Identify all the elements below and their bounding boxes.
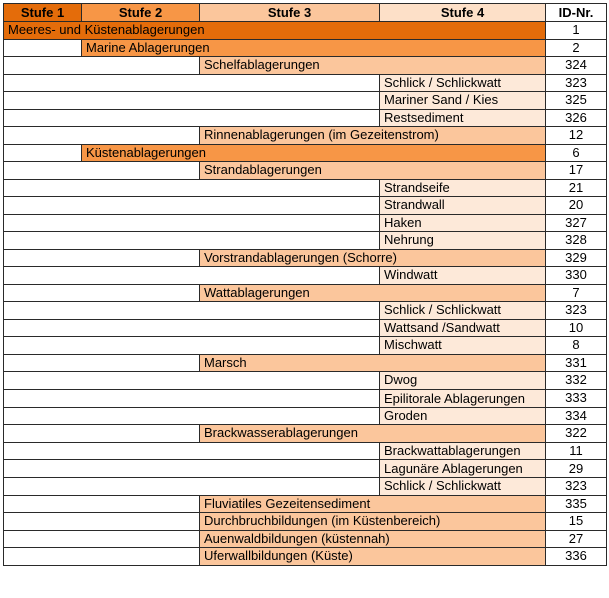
indent-cell [4,232,380,250]
category-label-level-4: Dwog [380,372,546,390]
id-number: 2 [546,39,607,57]
indent-cell [4,548,200,566]
table-row [4,407,607,425]
category-label-level-4: Brackwattablagerungen [380,442,546,460]
table-row [4,214,607,232]
id-number: 29 [546,460,607,478]
indent-cell [4,407,380,425]
table-row [4,232,607,250]
header-stufe-2: Stufe 2 [82,4,200,22]
category-label-level-4: Windwatt [380,267,546,285]
category-label-level-3: Brackwasserablagerungen [200,425,546,443]
category-label-level-3: Uferwallbildungen (Küste) [200,548,546,566]
category-label-level-3: Durchbruchbildungen (im Küstenbereich) [200,513,546,531]
indent-cell [4,354,200,372]
table-row [4,389,607,407]
category-label-level-4: Schlick / Schlickwatt [380,74,546,92]
indent-cell [4,284,200,302]
category-label-level-4: Mischwatt [380,337,546,355]
header-stufe-4: Stufe 4 [380,4,546,22]
id-number: 324 [546,57,607,75]
header-stufe-1: Stufe 1 [4,4,82,22]
table-row [4,127,607,145]
id-number: 329 [546,249,607,267]
category-label-level-3: Rinnenablagerungen (im Gezeitenstrom) [200,127,546,145]
category-label-level-3: Vorstrandablagerungen (Schorre) [200,249,546,267]
indent-cell [4,57,200,75]
id-number: 21 [546,179,607,197]
category-label-level-4: Restsediment [380,109,546,127]
table-row [4,57,607,75]
indent-cell [4,197,380,215]
category-label-level-3: Strandablagerungen [200,162,546,180]
table-row [4,354,607,372]
table-row [4,267,607,285]
header-stufe-3: Stufe 3 [200,4,380,22]
id-number: 20 [546,197,607,215]
table-row [4,372,607,390]
indent-cell [4,460,380,478]
table-row [4,197,607,215]
indent-cell [4,179,380,197]
table-row [4,162,607,180]
table-row [4,548,607,566]
id-number: 326 [546,109,607,127]
id-number: 1 [546,22,607,40]
id-number: 6 [546,144,607,162]
id-number: 17 [546,162,607,180]
category-label-level-1: Meeres- und Küstenablagerungen [4,22,546,40]
indent-cell [4,162,200,180]
category-label-level-4: Lagunäre Ablagerungen [380,460,546,478]
category-label-level-2: Marine Ablagerungen [82,39,546,57]
id-number: 27 [546,530,607,548]
indent-cell [4,249,200,267]
id-number: 328 [546,232,607,250]
id-number: 331 [546,354,607,372]
table-row [4,319,607,337]
category-label-level-3: Auenwaldbildungen (küstennah) [200,530,546,548]
id-number: 323 [546,478,607,496]
table-body [4,22,607,566]
header-id-nr: ID-Nr. [546,4,607,22]
indent-cell [4,495,200,513]
category-label-level-4: Epilitorale Ablagerungen [380,389,546,407]
indent-cell [4,478,380,496]
id-number: 322 [546,425,607,443]
category-label-level-4: Haken [380,214,546,232]
table-row [4,302,607,320]
table-row [4,92,607,110]
category-label-level-3: Wattablagerungen [200,284,546,302]
id-number: 11 [546,442,607,460]
indent-cell [4,425,200,443]
indent-cell [4,267,380,285]
indent-cell [4,530,200,548]
category-label-level-4: Schlick / Schlickwatt [380,302,546,320]
header-row [4,4,607,22]
indent-cell [4,127,200,145]
category-label-level-4: Wattsand /Sandwatt [380,319,546,337]
category-label-level-3: Fluviatiles Gezeitensediment [200,495,546,513]
category-label-level-4: Strandwall [380,197,546,215]
table-row [4,74,607,92]
table-row [4,442,607,460]
indent-cell [4,442,380,460]
indent-cell [4,372,380,390]
table-row [4,39,607,57]
id-number: 330 [546,267,607,285]
category-label-level-4: Nehrung [380,232,546,250]
indent-cell [4,144,82,162]
category-label-level-4: Strandseife [380,179,546,197]
classification-table [3,3,607,566]
indent-cell [4,513,200,531]
indent-cell [4,302,380,320]
id-number: 7 [546,284,607,302]
id-number: 335 [546,495,607,513]
id-number: 12 [546,127,607,145]
id-number: 323 [546,74,607,92]
table-row [4,284,607,302]
id-number: 10 [546,319,607,337]
indent-cell [4,389,380,407]
indent-cell [4,39,82,57]
indent-cell [4,74,380,92]
indent-cell [4,109,380,127]
table-row [4,144,607,162]
table-row [4,179,607,197]
id-number: 334 [546,407,607,425]
indent-cell [4,214,380,232]
table-row [4,513,607,531]
table-row [4,530,607,548]
id-number: 333 [546,389,607,407]
category-label-level-4: Mariner Sand / Kies [380,92,546,110]
category-label-level-4: Schlick / Schlickwatt [380,478,546,496]
category-label-level-3: Marsch [200,354,546,372]
table-row [4,425,607,443]
id-number: 332 [546,372,607,390]
id-number: 327 [546,214,607,232]
id-number: 336 [546,548,607,566]
indent-cell [4,337,380,355]
table-row [4,478,607,496]
id-number: 325 [546,92,607,110]
category-label-level-4: Groden [380,407,546,425]
table-row [4,337,607,355]
id-number: 323 [546,302,607,320]
id-number: 15 [546,513,607,531]
table-row [4,495,607,513]
table-row [4,109,607,127]
table-row [4,249,607,267]
category-label-level-3: Schelfablagerungen [200,57,546,75]
table-row [4,460,607,478]
id-number: 8 [546,337,607,355]
table-row [4,22,607,40]
category-label-level-2: Küstenablagerungen [82,144,546,162]
indent-cell [4,319,380,337]
indent-cell [4,92,380,110]
